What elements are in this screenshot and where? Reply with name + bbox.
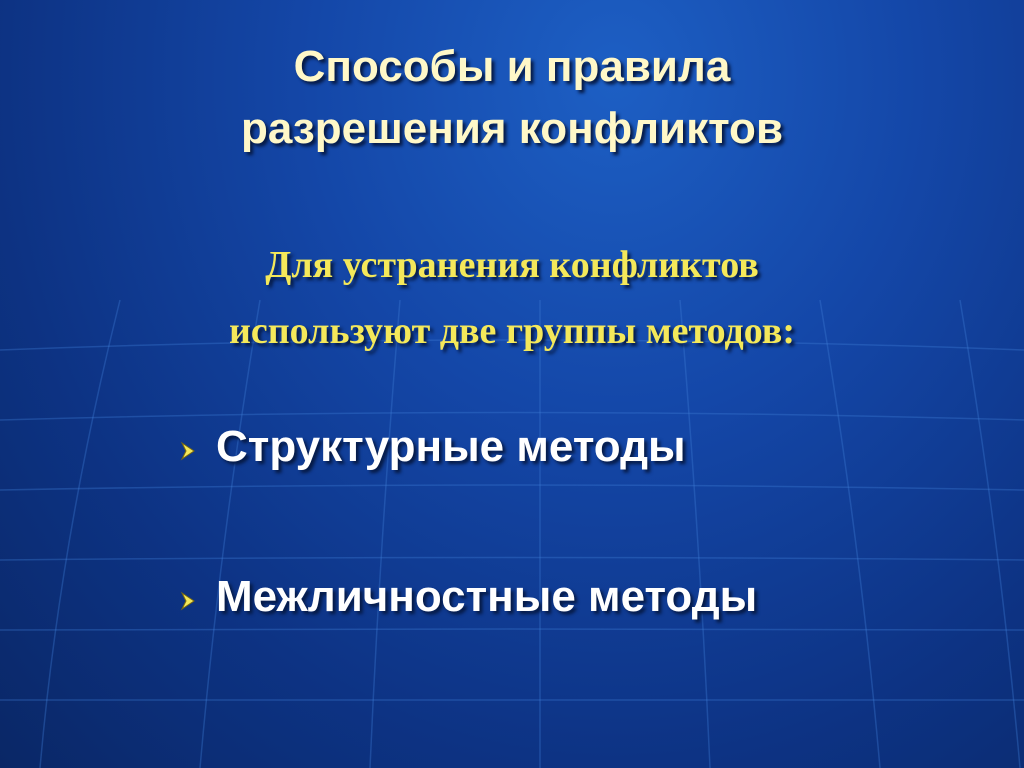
bullet-label: Межличностные методы <box>216 572 758 621</box>
slide-subtitle-line-2: используют две группы методов: <box>229 310 795 352</box>
chevron-arrow-icon <box>178 572 208 626</box>
bullet-label: Структурные методы <box>216 422 686 471</box>
slide-title-line-1: Способы и правила <box>293 42 731 91</box>
chevron-arrow-icon <box>178 422 208 476</box>
slide-subtitle <box>0 232 1024 364</box>
bullet-structural-methods <box>178 420 686 476</box>
slide-title <box>0 36 1024 160</box>
slide-title-line-2: разрешения конфликтов <box>241 104 783 153</box>
slide-subtitle-line-1: Для устранения конфликтов <box>265 244 759 286</box>
bullet-interpersonal-methods <box>178 570 757 626</box>
